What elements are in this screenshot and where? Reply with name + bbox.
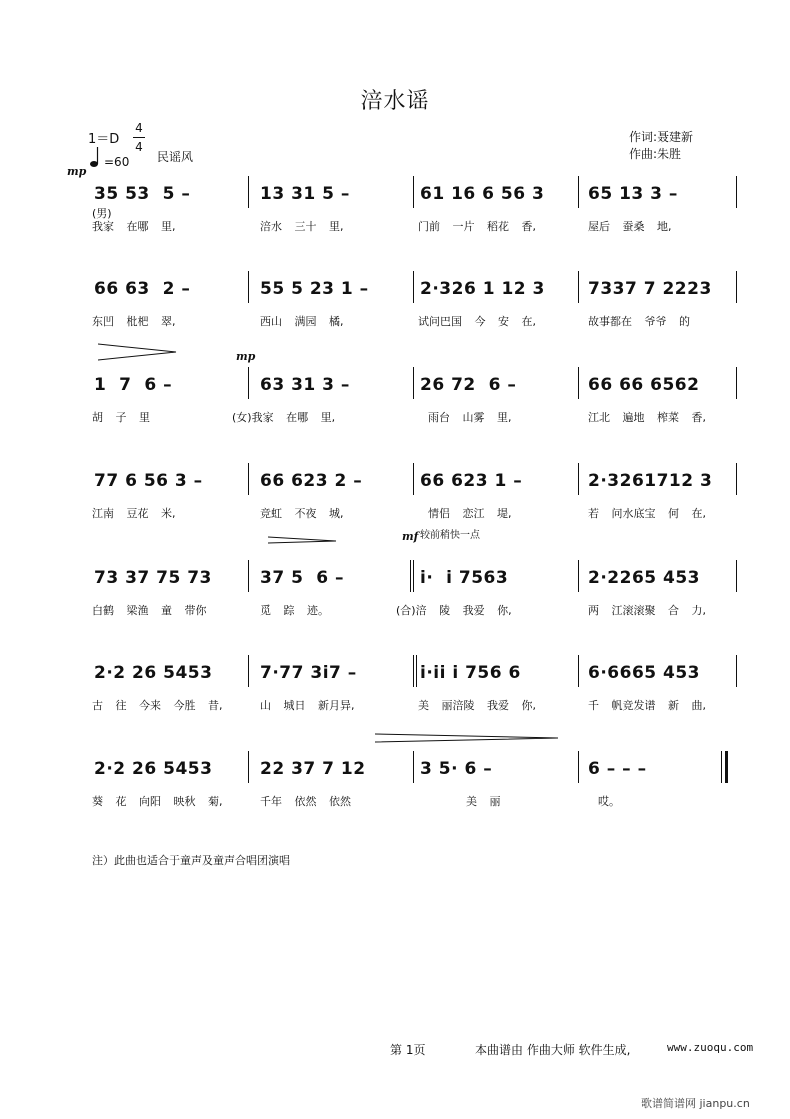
measure-notes: 2·2 26 5453 — [94, 663, 213, 683]
measure-19 — [414, 560, 578, 594]
system-notes — [88, 463, 738, 497]
measure-2 — [254, 176, 414, 210]
measure-10 — [254, 367, 414, 401]
time-signature-line — [133, 137, 145, 138]
system-notes — [88, 655, 738, 689]
tempo-change-text: 较前稍快一点 — [420, 530, 480, 541]
time-signature — [133, 120, 145, 155]
lyrics: 千 帆竞发谱 新 曲, — [588, 699, 706, 712]
key-signature: 1＝D — [88, 132, 120, 147]
measure-18 — [254, 560, 414, 594]
barline — [736, 176, 737, 208]
measure-6 — [254, 271, 414, 305]
system-lyrics — [88, 602, 738, 620]
measure-25 — [88, 751, 248, 785]
generator-site: www.zuoqu.com — [667, 1041, 754, 1054]
measure-15 — [414, 463, 578, 497]
time-signature-bottom: 4 — [135, 140, 143, 154]
measure-notes: 66 623 2 – — [260, 471, 363, 491]
measure-27 — [414, 751, 578, 785]
barline — [248, 560, 249, 592]
measure-23 — [414, 655, 578, 689]
measure-24 — [582, 655, 737, 689]
crescendo-hairpin — [98, 342, 178, 366]
measure-4 — [582, 176, 737, 210]
lyrics: 东凹 枇杷 翠, — [92, 315, 176, 328]
measure-notes: 37 5 6 – — [260, 568, 344, 588]
measure-5 — [88, 271, 248, 305]
decrescendo-hairpin — [268, 530, 338, 549]
barline — [578, 560, 579, 592]
barline — [736, 463, 737, 495]
measure-notes: 6 – – – — [588, 759, 647, 779]
lyrics: (合)涪 陵 我爱 你, — [396, 604, 512, 617]
barline — [578, 463, 579, 495]
ritardando-hairpin — [375, 728, 560, 748]
lyrics: 试问巴国 今 安 在, — [418, 315, 536, 328]
measure-notes: 63 31 3 – — [260, 375, 350, 395]
system-lyrics — [88, 505, 738, 523]
voice-label-male: (男) — [92, 207, 112, 220]
watermark: 歌谱简谱网 jianpu.cn — [641, 1097, 750, 1110]
system-notes — [88, 176, 738, 210]
barline — [578, 176, 579, 208]
measure-9 — [88, 367, 248, 401]
measure-8 — [582, 271, 737, 305]
measure-22 — [254, 655, 414, 689]
generator-note: 本曲谱由 作曲大师 软件生成, — [475, 1043, 631, 1057]
measure-26 — [254, 751, 414, 785]
system-notes — [88, 367, 738, 401]
barline — [578, 367, 579, 399]
measure-notes: 22 37 7 12 — [260, 759, 366, 779]
system-notes — [88, 560, 738, 594]
lyrics: 竞虹 不夜 城, — [260, 507, 344, 520]
dynamic-mf: mf — [402, 530, 419, 543]
lyrics: 美 丽涪陵 我爱 你, — [418, 699, 536, 712]
measure-14 — [254, 463, 414, 497]
system-lyrics — [88, 697, 738, 715]
system-notes — [88, 271, 738, 305]
barline — [248, 367, 249, 399]
final-barline-thin — [721, 751, 722, 783]
lyrics: 江南 豆花 米, — [92, 507, 176, 520]
barline — [248, 271, 249, 303]
measure-12 — [582, 367, 737, 401]
lyrics: 白鹤 梁渔 童 带你 — [92, 604, 207, 617]
measure-notes: i· i 7563 — [420, 568, 509, 588]
lyrics: 我家 在哪 里, — [92, 220, 176, 233]
measure-3 — [414, 176, 578, 210]
measure-notes: 6·6665 453 — [588, 663, 701, 683]
dynamic-mp-2: mp — [236, 350, 256, 363]
lyrics: 江北 遍地 榨菜 香, — [588, 411, 706, 424]
system-lyrics — [88, 793, 738, 811]
measure-notes: 35 53 5 – — [94, 184, 191, 204]
song-title: 涪水谣 — [360, 89, 430, 114]
measure-notes: 66 66 6562 — [588, 375, 700, 395]
measure-1 — [88, 176, 248, 210]
lyrics: 西山 满园 橘, — [260, 315, 344, 328]
repeat-barline — [410, 560, 411, 592]
measure-notes: 3 5· 6 – — [420, 759, 493, 779]
measure-notes: 13 31 5 – — [260, 184, 350, 204]
measure-notes: 2·3261712 3 — [588, 471, 713, 491]
barline — [736, 560, 737, 592]
measure-notes: 77 6 56 3 – — [94, 471, 203, 491]
measure-notes: 61 16 6 56 3 — [420, 184, 545, 204]
barline — [578, 751, 579, 783]
lyrics: 古 往 今来 今胜 昔, — [92, 699, 223, 712]
lyrics: 屋后 蚕桑 地, — [588, 220, 672, 233]
measure-notes: 7·77 3i7 – — [260, 663, 357, 683]
barline — [736, 655, 737, 687]
barline — [248, 176, 249, 208]
time-signature-top: 4 — [135, 121, 143, 135]
measure-notes: 7337 7 2223 — [588, 279, 712, 299]
lyrics: 涪水 三十 里, — [260, 220, 344, 233]
lyrics: 山 城日 新月异, — [260, 699, 355, 712]
measure-notes: 55 5 23 1 – — [260, 279, 369, 299]
measure-notes: 2·2 26 5453 — [94, 759, 213, 779]
barline — [248, 751, 249, 783]
composer-credit: 作曲:朱胜 — [629, 147, 682, 161]
lyrics: 千年 依然 依然 — [260, 795, 351, 808]
system-notes — [88, 751, 738, 785]
measure-notes: 66 623 1 – — [420, 471, 523, 491]
measure-notes: 2·2265 453 — [588, 568, 701, 588]
final-barline-thick — [725, 751, 728, 783]
barline — [578, 271, 579, 303]
measure-notes: i·ii i 756 6 — [420, 663, 521, 683]
measure-11 — [414, 367, 578, 401]
style-marking: 民谣风 — [157, 150, 194, 164]
lyrics: 葵 花 向阳 映秋 菊, — [92, 795, 223, 808]
lyricist-credit: 作词:聂建新 — [629, 130, 694, 144]
system-lyrics — [88, 409, 738, 427]
system-lyrics — [88, 313, 738, 331]
barline — [578, 655, 579, 687]
measure-28 — [582, 751, 722, 785]
measure-notes: 73 37 75 73 — [94, 568, 212, 588]
barline — [736, 367, 737, 399]
measure-21 — [88, 655, 248, 689]
lyrics: 两 江滚滚聚 合 力, — [588, 604, 706, 617]
measure-20 — [582, 560, 737, 594]
lyrics: 情侣 恋江 堤, — [428, 507, 512, 520]
measure-notes: 65 13 3 – — [588, 184, 678, 204]
lyrics: 雨台 山雾 里, — [428, 411, 512, 424]
barline — [736, 271, 737, 303]
barline — [248, 655, 249, 687]
lyrics: 故事都在 爷爷 的 — [588, 315, 690, 328]
measure-7 — [414, 271, 578, 305]
quarter-note-icon — [90, 145, 102, 173]
lyrics: (女)我家 在哪 里, — [232, 411, 336, 424]
lyrics: 觅 踪 迹。 — [260, 604, 329, 617]
measure-16 — [582, 463, 737, 497]
system-lyrics — [88, 218, 738, 236]
lyrics: 胡 子 里 — [92, 411, 150, 424]
measure-17 — [88, 560, 248, 594]
tempo-marking: =60 — [104, 155, 130, 169]
barline — [248, 463, 249, 495]
measure-notes: 26 72 6 – — [420, 375, 517, 395]
lyrics: 若 问水底宝 何 在, — [588, 507, 706, 520]
measure-notes: 1 7 6 – — [94, 375, 173, 395]
measure-13 — [88, 463, 248, 497]
lyrics: 哎。 — [598, 795, 620, 808]
lyrics: 美 丽 — [466, 795, 501, 808]
page-number: 第 1页 — [390, 1043, 426, 1057]
measure-notes: 66 63 2 – — [94, 279, 191, 299]
performance-note: 注）此曲也适合于童声及童声合唱团演唱 — [92, 854, 290, 867]
lyrics: 门前 一片 稻花 香, — [418, 220, 536, 233]
dynamic-mp-1: mp — [67, 165, 87, 178]
measure-notes: 2·326 1 12 3 — [420, 279, 545, 299]
